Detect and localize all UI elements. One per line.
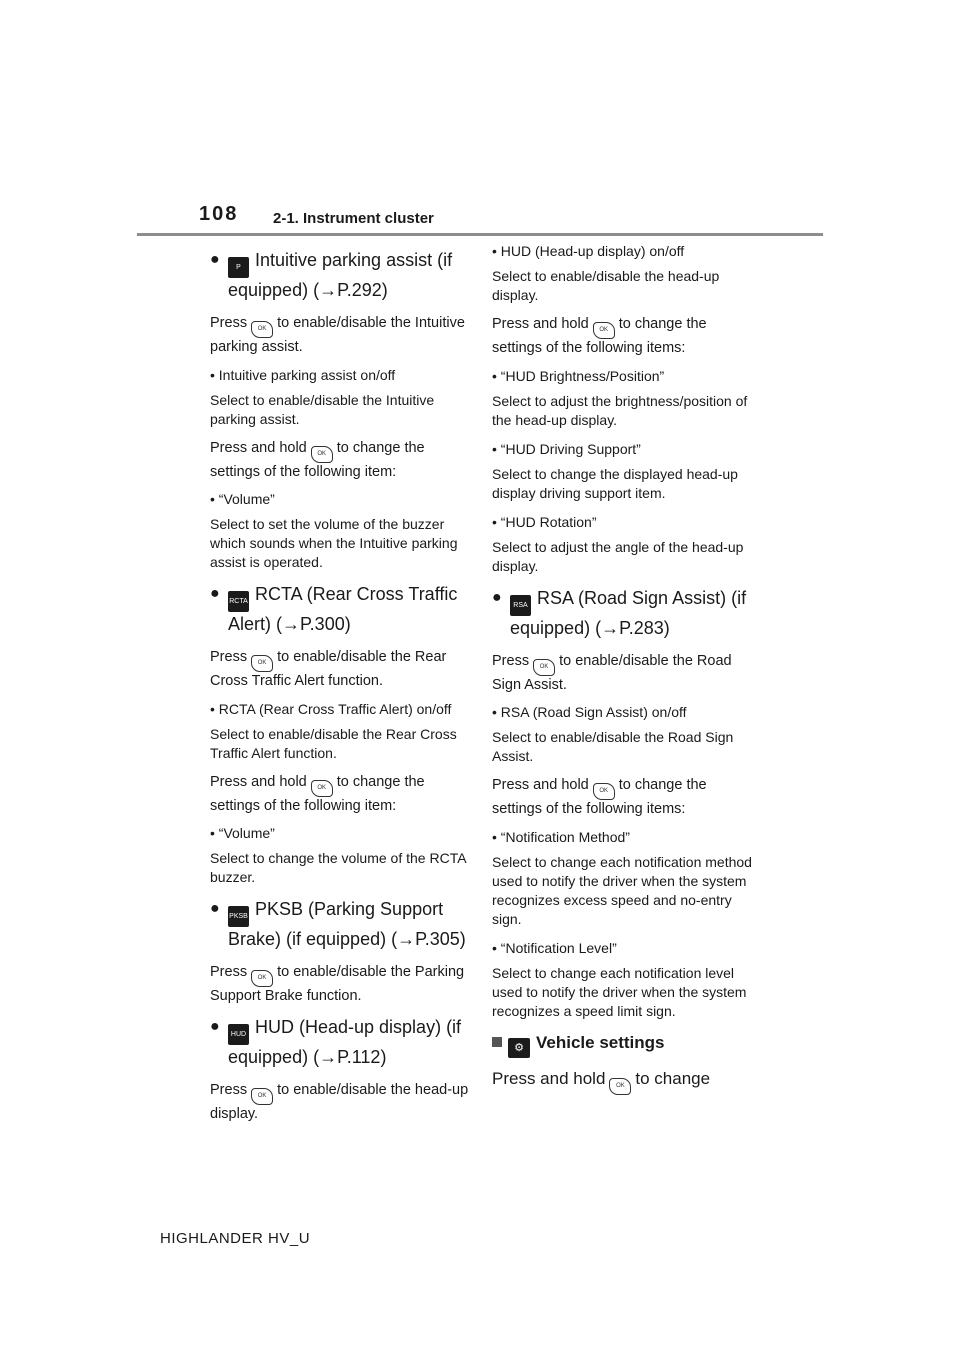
vehicle-settings-icon: ⚙ (508, 1038, 530, 1058)
hold-label: Press and hold (210, 773, 307, 790)
square-bullet-icon (492, 1037, 502, 1047)
pksb-heading (210, 897, 472, 951)
page-number: 108 (199, 203, 239, 225)
rcta-sub2: • “Volume” (210, 825, 275, 841)
ipa-desc2: Select to set the volume of the buzzer which sounds when the Intuitive parking assist is operated. (210, 516, 458, 570)
header-divider (137, 233, 823, 236)
ok-button-icon: OK (311, 780, 333, 797)
right-column (492, 242, 754, 1095)
ok-button-icon: OK (311, 446, 333, 463)
rcta-desc2: Select to change the volume of the RCTA buzzer. (210, 850, 466, 885)
hud-hold (492, 315, 754, 359)
road-sign-icon: RSA (510, 595, 531, 616)
ok-button-icon: OK (251, 970, 273, 987)
bullet-icon: ● (210, 1017, 220, 1035)
hold-text: to change (635, 1068, 711, 1088)
ok-button-icon: OK (593, 322, 615, 339)
ipa-sub2: • “Volume” (210, 491, 275, 507)
rcta-desc1: Select to enable/disable the Rear Cross Traffic Alert function. (210, 725, 457, 761)
press-text: to enable/disable the Rear Cross Traffic Alert function. (210, 649, 447, 689)
press-label: Press (210, 649, 248, 665)
ok-button-icon: OK (593, 783, 615, 800)
vehicle-hold (492, 1068, 754, 1095)
footer-model: HIGHLANDER HV_U (160, 1230, 311, 1247)
hud-press (210, 1081, 472, 1125)
left-column (210, 242, 472, 1132)
hud-sub4: • “HUD Rotation” (492, 513, 597, 530)
rsa-press (492, 652, 754, 696)
section-title: 2-1. Instrument cluster (273, 210, 434, 227)
hud-desc4: Select to adjust the angle of the head-up display. (492, 538, 744, 574)
hold-text: to change the settings of the following item: (210, 439, 425, 480)
pksb-press (210, 963, 472, 1007)
ipa-desc1: Select to enable/disable the Intuitive parking assist. (210, 391, 435, 427)
hold-label: Press and hold (492, 1068, 606, 1088)
rcta-heading (210, 582, 472, 636)
ok-button-icon: OK (251, 655, 273, 672)
rsa-heading-text: RSA (Road Sign Assist) (if equipped) (→P.283) (510, 587, 747, 638)
hud-heading (210, 1015, 472, 1069)
rsa-heading (492, 586, 754, 640)
rcta-hold (210, 773, 472, 817)
rsa-desc2: Select to change each notification method used to notify the driver when the system recognizes excess speed and no-entry sign. (492, 853, 752, 927)
bullet-icon: ● (210, 900, 220, 917)
ok-button-icon: OK (251, 1088, 273, 1105)
press-label: Press (492, 652, 530, 669)
rcta-icon: RCTA (228, 591, 249, 612)
rsa-hold (492, 776, 754, 820)
press-label: Press (210, 1081, 248, 1098)
ipa-hold (210, 439, 472, 483)
hold-label: Press and hold (492, 777, 589, 793)
ok-button-icon: OK (609, 1078, 631, 1095)
press-label: Press (210, 315, 248, 331)
pksb-icon: PKSB (228, 906, 249, 927)
rcta-sub1: • RCTA (Rear Cross Traffic Alert) on/off (210, 700, 452, 717)
rsa-sub3: • “Notification Level” (492, 939, 617, 956)
press-text: to enable/disable the Intuitive parking assist. (210, 315, 465, 355)
hold-text: to change the settings of the following items: (492, 316, 707, 356)
hud-sub1: • HUD (Head-up display) on/off (492, 243, 685, 259)
bullet-icon: ● (492, 588, 502, 606)
hold-text: to change the settings of the following items: (492, 777, 707, 817)
parking-assist-icon: P (228, 257, 249, 278)
press-text: to enable/disable the Parking Support Brake function. (210, 964, 465, 1004)
rsa-sub2: • “Notification Method” (492, 828, 630, 845)
hud-icon: HUD (228, 1024, 249, 1045)
hud-desc2: Select to adjust the brightness/position of the head-up display. (492, 392, 748, 428)
hud-desc3: Select to change the displayed head-up display driving support item. (492, 465, 738, 501)
hold-label: Press and hold (492, 316, 589, 332)
ipa-sub1: • Intuitive parking assist on/off (210, 366, 396, 383)
vehicle-settings-title (492, 1031, 754, 1058)
bullet-icon: ● (210, 585, 220, 602)
hud-desc1: Select to enable/disable the head-up display. (492, 268, 720, 303)
ipa-heading-text: Intuitive parking assist (if equipped) (→P.292) (228, 250, 453, 300)
press-text: to enable/disable the head-up display. (210, 1081, 469, 1122)
ipa-heading (210, 248, 472, 302)
rsa-desc1: Select to enable/disable the Road Sign Assist. (492, 729, 734, 764)
ok-button-icon: OK (251, 321, 273, 338)
bullet-icon: ● (210, 251, 220, 268)
press-label: Press (210, 964, 248, 980)
rcta-press (210, 648, 472, 692)
rsa-desc3: Select to change each notification level used to notify the driver when the system recognizes a speed limit sign. (492, 964, 747, 1019)
press-text: to enable/disable the Road Sign Assist. (492, 652, 732, 693)
vehicle-settings-text: Vehicle settings (536, 1032, 665, 1052)
hold-label: Press and hold (210, 439, 307, 456)
hud-sub3: • “HUD Driving Support” (492, 440, 641, 457)
pksb-heading-text: PKSB (Parking Support Brake) (if equipped) (→P.305) (228, 899, 466, 949)
rcta-heading-text: RCTA (Rear Cross Traffic Alert) (→P.300) (228, 584, 458, 634)
hud-sub2: • “HUD Brightness/Position” (492, 367, 665, 384)
hold-text: to change the settings of the following item: (210, 773, 425, 814)
rsa-sub1: • RSA (Road Sign Assist) on/off (492, 704, 687, 720)
ok-button-icon: OK (533, 659, 555, 676)
hud-heading-text: HUD (Head-up display) (if equipped) (→P.112) (228, 1016, 462, 1067)
ipa-press (210, 314, 472, 358)
